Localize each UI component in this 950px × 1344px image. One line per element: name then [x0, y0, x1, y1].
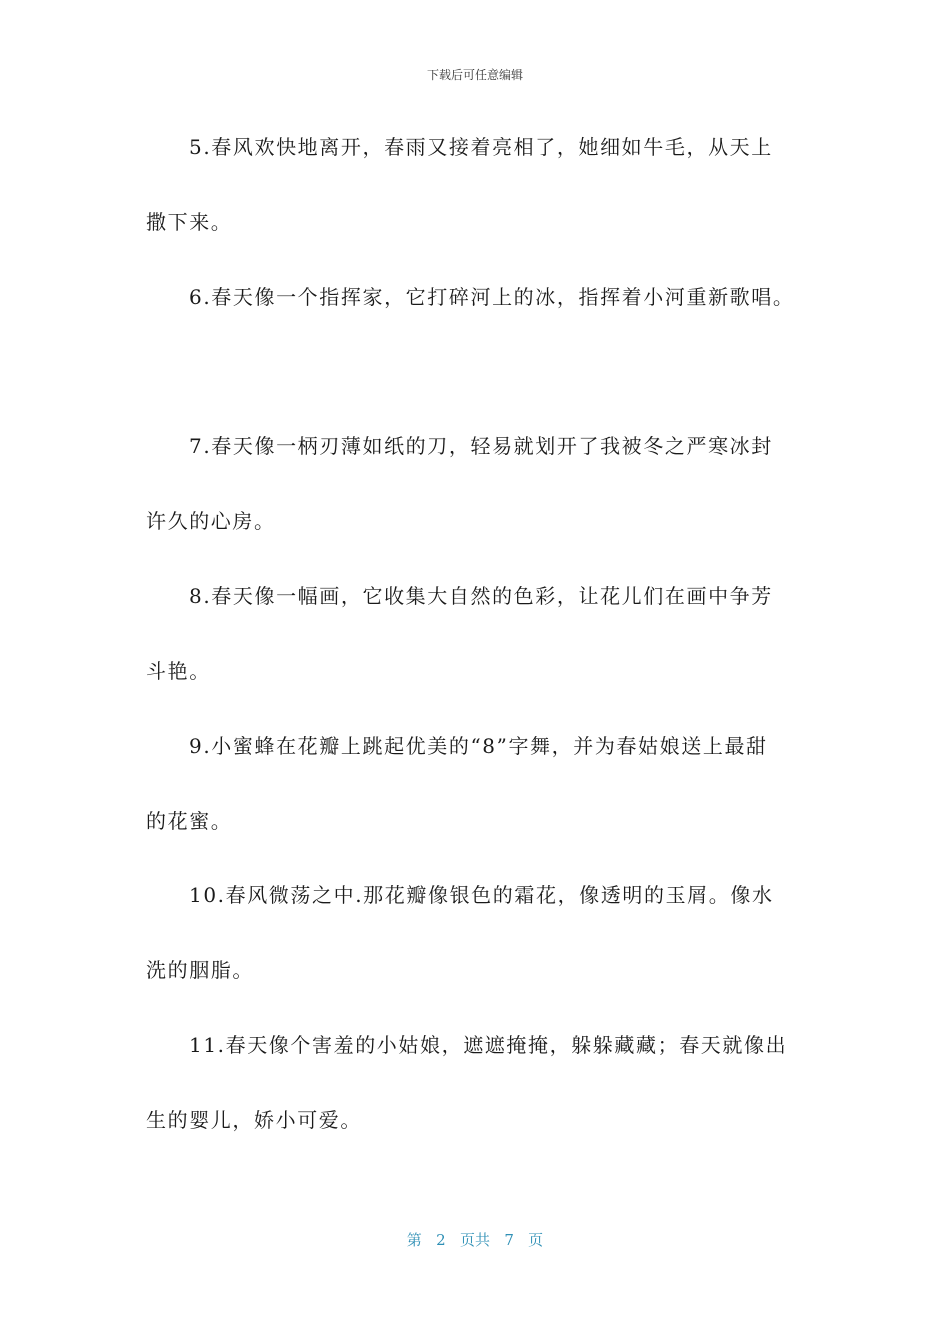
- paragraph-9-line-1: 9.小蜜蜂在花瓣上跳起优美的“8”字舞，并为春姑娘送上最甜: [189, 734, 768, 758]
- footer-suffix: 页: [528, 1231, 544, 1249]
- paragraph-8-line-2: 斗艳。: [146, 659, 211, 683]
- page-header: 下载后可任意编辑: [426, 68, 523, 82]
- footer-current-page: 2: [436, 1231, 446, 1249]
- paragraph-5-line-1: 5.春风欢快地离开，春雨又接着亮相了，她细如牛毛，从天上: [189, 135, 773, 159]
- paragraph-10-line-1: 10.春风微荡之中.那花瓣像银色的霜花，像透明的玉屑。像水: [189, 883, 774, 907]
- footer-prefix: 第: [406, 1231, 422, 1249]
- paragraph-8-line-1: 8.春天像一幅画，它收集大自然的色彩，让花儿们在画中争芳: [189, 584, 773, 608]
- paragraph-6-line-1: 6.春天像一个指挥家，它打碎河上的冰，指挥着小河重新歌唱。: [189, 285, 795, 309]
- paragraph-7-line-1: 7.春天像一柄刃薄如纸的刀，轻易就划开了我被冬之严寒冰封: [189, 434, 773, 458]
- paragraph-5-line-2: 撒下来。: [146, 210, 233, 234]
- paragraph-10-line-2: 洗的胭脂。: [146, 958, 254, 982]
- paragraph-11-line-1: 11.春天像个害羞的小姑娘，遮遮掩掩，躲躲藏藏；春天就像出: [189, 1033, 788, 1057]
- paragraph-11-line-2: 生的婴儿，娇小可爱。: [146, 1108, 362, 1132]
- paragraph-7-line-2: 许久的心房。: [146, 509, 276, 533]
- footer-middle: 页共: [459, 1231, 490, 1249]
- paragraph-9-line-2: 的花蜜。: [146, 809, 233, 833]
- page-footer: [0, 1229, 950, 1250]
- footer-total-pages: 7: [504, 1231, 514, 1249]
